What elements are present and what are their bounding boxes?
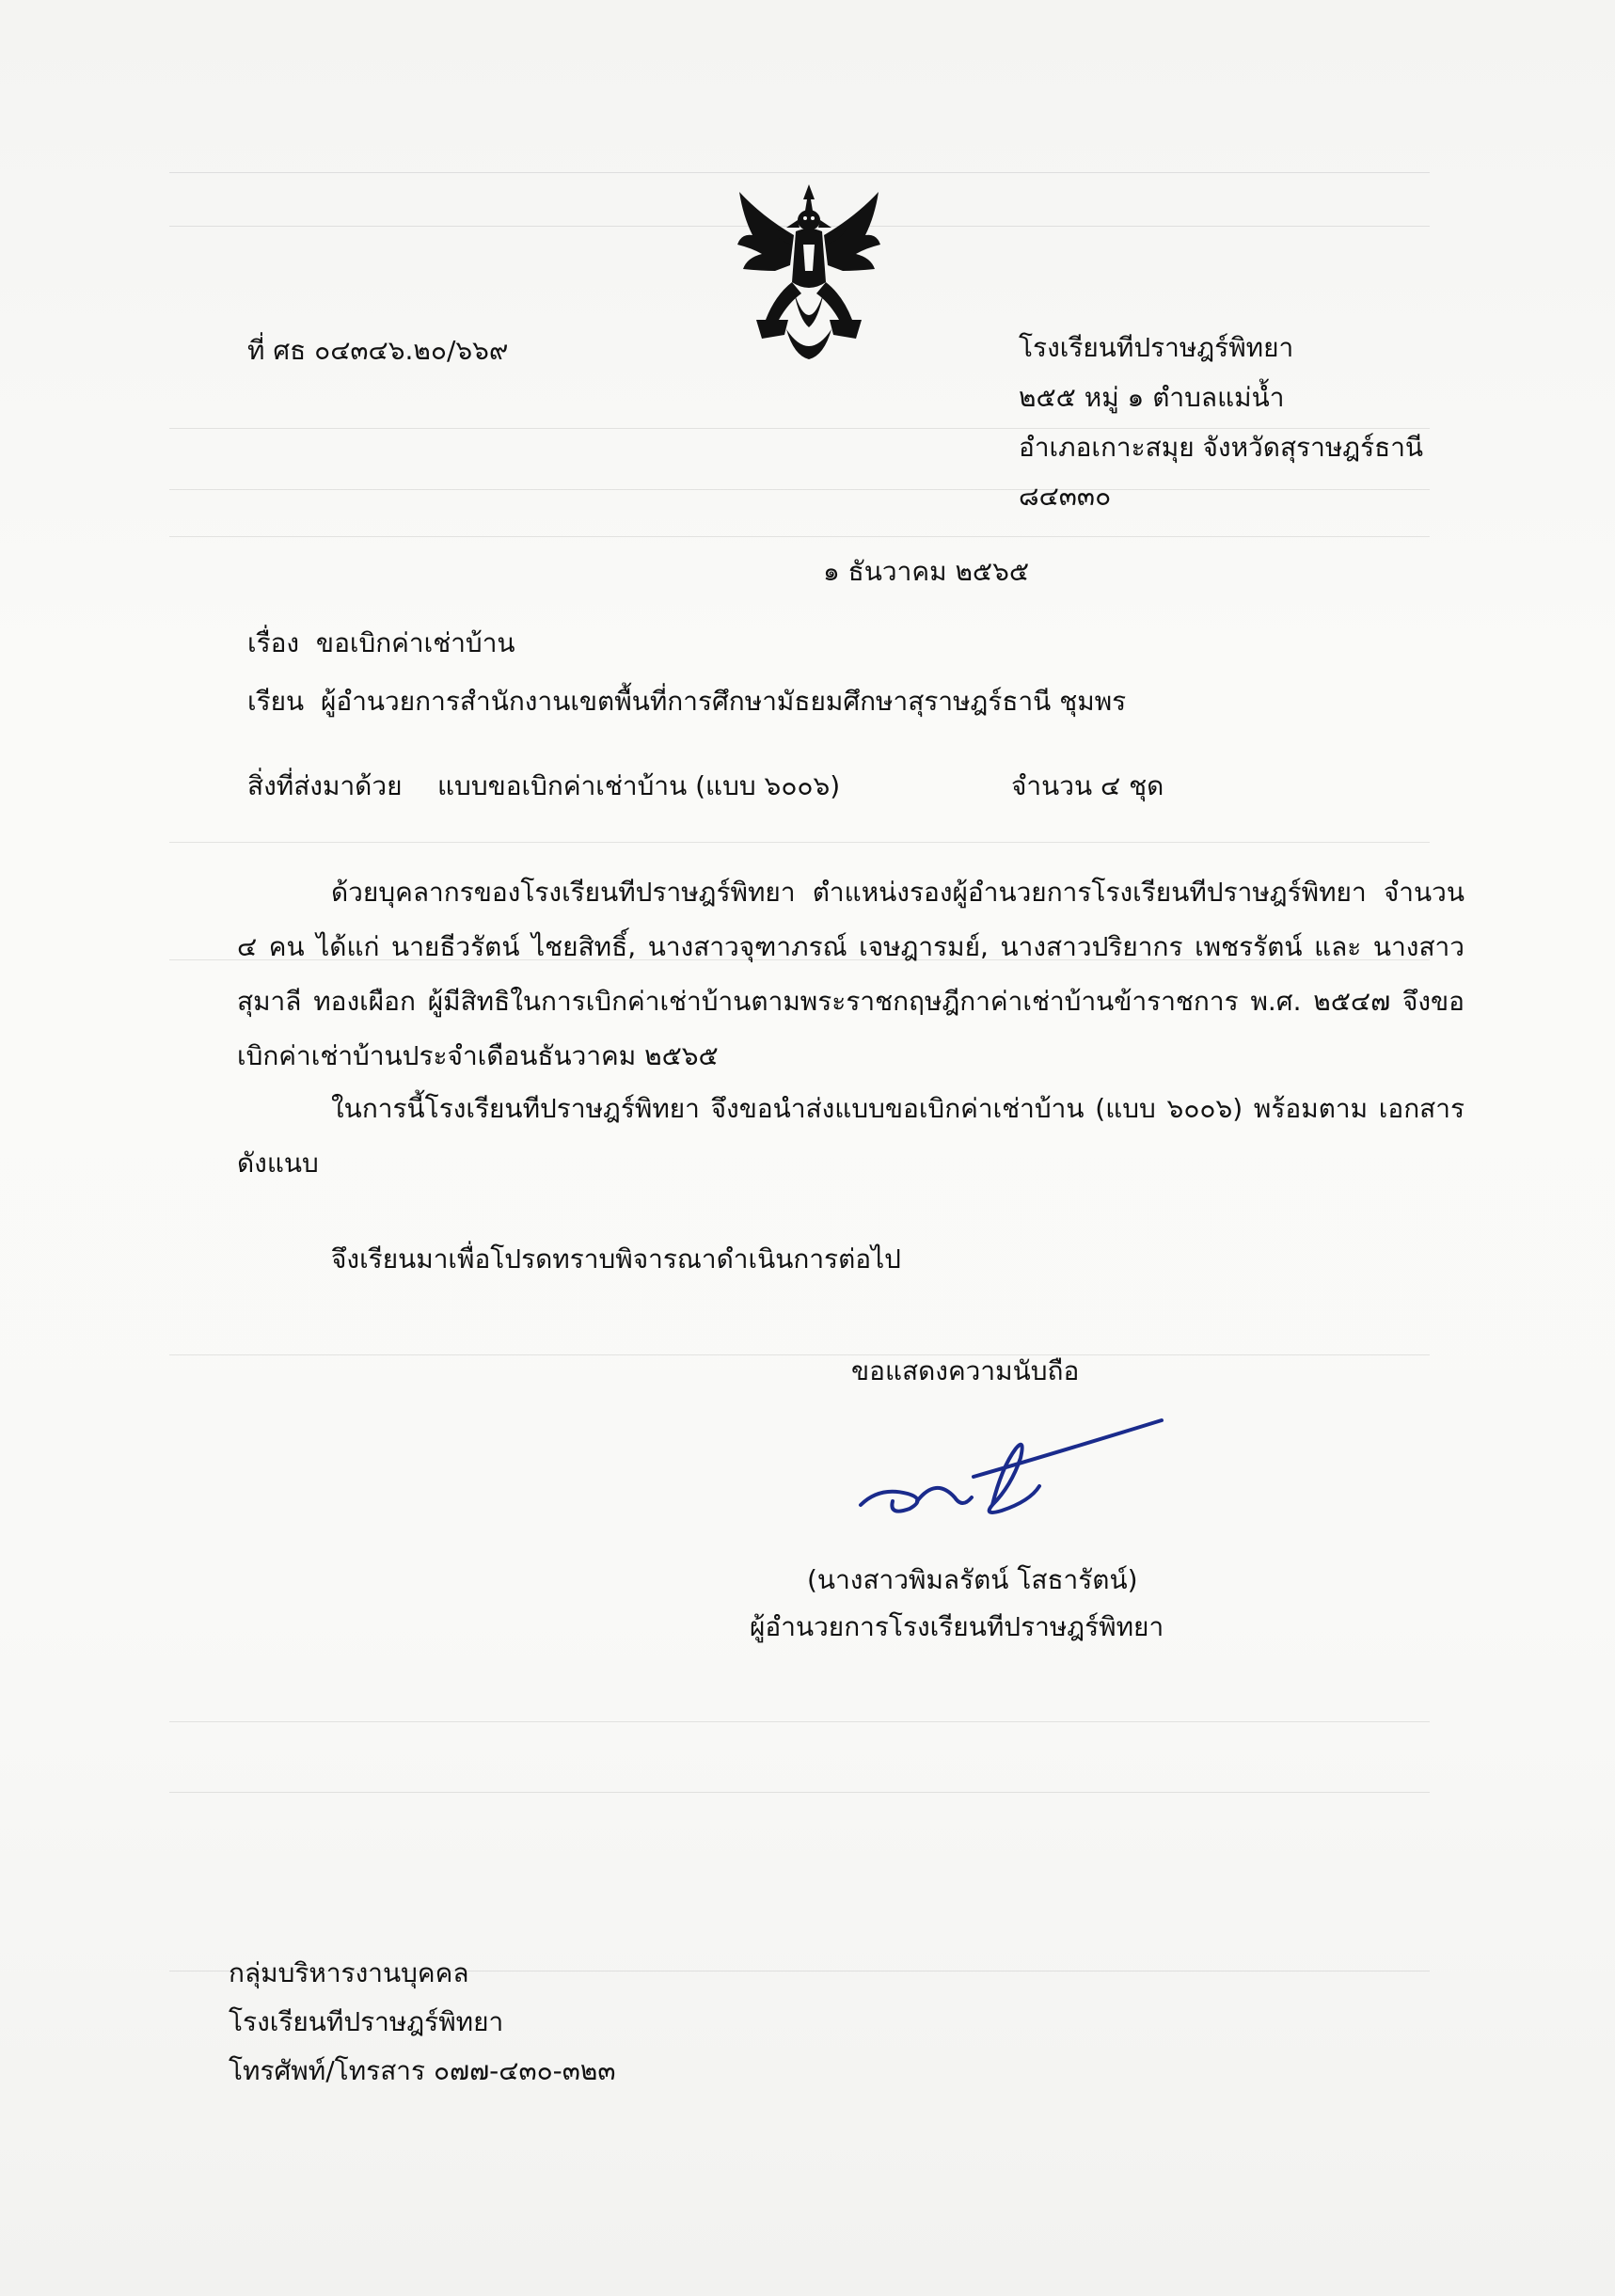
enclosure-text: แบบขอเบิกค่าเช่าบ้าน (แบบ ๖๐๐๖): [437, 770, 841, 801]
footer-department: กลุ่มบริหารงานบุคคล: [229, 1957, 469, 1988]
body-paragraph-2: ในการนี้โรงเรียนทีปราษฎร์พิทยา จึงขอนำส่งแบบขอเบิกค่าเช่าบ้าน (แบบ ๖๐๐๖) พร้อมตาม เอกสารดังแนบ: [237, 1093, 1465, 1179]
bleed-through-line: [169, 842, 1430, 843]
enclosure-quantity: จำนวน ๔ ชุด: [1011, 770, 1164, 801]
signer-name: (นางสาวพิมลรัตน์ โสธารัตน์): [807, 1564, 1138, 1595]
sender-postcode: ๘๔๓๓๐: [1019, 481, 1112, 512]
body-paragraph-3: จึงเรียนมาเพื่อโปรดทราบพิจารณาดำเนินการต่อไป: [331, 1243, 901, 1275]
addressee-label: เรียน: [247, 686, 305, 717]
bleed-through-line: [169, 1792, 1430, 1793]
bleed-through-line: [169, 1354, 1430, 1355]
sender-address-line1: ๒๕๕ หมู่ ๑ ตำบลแม่น้ำ: [1019, 382, 1285, 413]
letter-date: ๑ ธันวาคม ๒๕๖๕: [823, 556, 1030, 587]
signer-position: ผู้อำนวยการโรงเรียนทีปราษฎร์พิทยา: [750, 1611, 1164, 1642]
reference-number: ที่ ศธ ๐๔๓๔๖.๒๐/๖๖๙: [247, 335, 509, 366]
subject-line: [247, 626, 515, 660]
subject-label: เรื่อง: [247, 627, 300, 658]
footer-phone: โทรศัพท์/โทรสาร ๐๗๗-๔๓๐-๓๒๓: [229, 2055, 616, 2086]
closing-salutation: ขอแสดงความนับถือ: [851, 1355, 1080, 1386]
bleed-through-line: [169, 536, 1430, 537]
enclosure-label: สิ่งที่ส่งมาด้วย: [247, 770, 403, 801]
bleed-through-line: [169, 428, 1430, 429]
bleed-through-line: [169, 489, 1430, 490]
body-paragraph-1: ด้วยบุคลากรของโรงเรียนทีปราษฎร์พิทยา ตำแหน่งรองผู้อำนวยการโรงเรียนทีปราษฎร์พิทยา จำนวน ๔ คน ได้แก่ นายธีวรัตน์ ไชยสิทธิ์, นางสาวจุฑาภรณ์ เจษฎารมย์, นางสาวปริยากร เพชรรัตน์ และ นางสาวสุมาลี ทองเผือก ผู้มีสิทธิในการเบิกค่าเช่าบ้านตามพระราชกฤษฎีกาค่าเช่าบ้านข้าราชการ พ.ศ. ๒๕๔๗ จึงขอเบิกค่าเช่าบ้านประจำเดือนธันวาคม ๒๕๖๕: [237, 877, 1465, 1071]
bleed-through-line: [169, 172, 1430, 173]
addressee-line: [247, 685, 1126, 719]
subject-text: ขอเบิกค่าเช่าบ้าน: [315, 627, 515, 658]
addressee-text: ผู้อำนวยการสำนักงานเขตพื้นที่การศึกษามัธยมศึกษาสุราษฎร์ธานี ชุมพร: [320, 686, 1127, 717]
sender-address-line2: อำเภอเกาะสมุย จังหวัดสุราษฎร์ธานี: [1019, 432, 1424, 463]
bleed-through-line: [169, 1721, 1430, 1722]
signature-mark: [851, 1411, 1171, 1543]
garuda-emblem-icon: [734, 179, 884, 367]
sender-school-name: โรงเรียนทีปราษฎร์พิทยา: [1019, 332, 1294, 363]
footer-school: โรงเรียนทีปราษฎร์พิทยา: [229, 2006, 504, 2037]
